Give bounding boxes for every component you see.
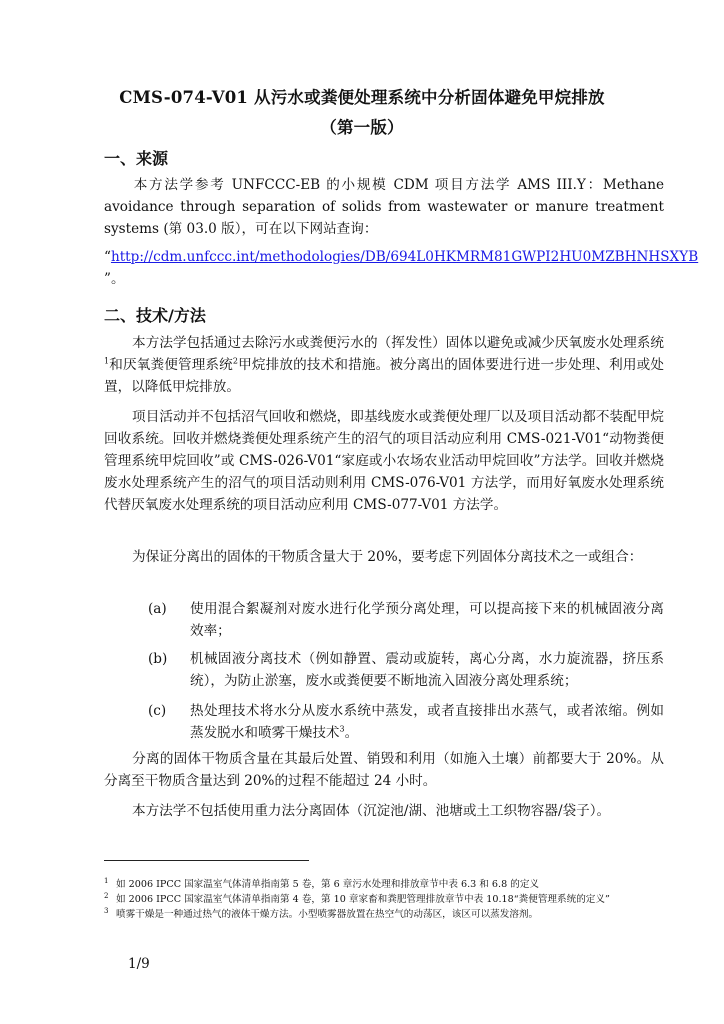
technology-p5-text: 本方法学不包括使用重力法分离固体（沉淀池/湖、池塘或土工织物容器/袋子）。 <box>132 803 611 819</box>
list-marker: (c) <box>148 703 167 719</box>
technology-paragraph-3 <box>104 546 664 568</box>
document-title: CMS-074-V01 从污水或粪便处理系统中分析固体避免甲烷排放 <box>119 88 605 107</box>
source-link-paragraph <box>104 246 699 290</box>
list-item-text: 使用混合絮凝剂对废水进行化学预分离处理，可以提高接下来的机械固液分离效率； <box>190 601 664 639</box>
technology-paragraph-1 <box>104 332 664 398</box>
technology-paragraph-4 <box>104 748 664 792</box>
section-heading-source: 一、来源 <box>104 149 169 168</box>
source-paragraph-text: 本方法学参考 UNFCCC-EB 的小规模 CDM 项目方法学 AMS III.Y：Methane avoidance through separation of solids from wastewater or manure treatment systems (第 03.0 版），可在以下网站查询： <box>104 177 664 237</box>
footnote-ref-2[interactable]: 2 <box>232 356 239 366</box>
quote-open: “ <box>104 249 111 265</box>
document-subtitle: （第一版） <box>320 118 404 137</box>
footnote-number: 2 <box>104 892 109 900</box>
list-item-text-tail: 。 <box>344 725 359 741</box>
footnote-ref-3[interactable]: 3 <box>339 724 345 734</box>
footnote-divider <box>104 860 309 861</box>
technology-p3-text: 为保证分离出的固体的干物质含量大于 20%，要考虑下列固体分离技术之一或组合： <box>132 549 643 565</box>
technology-p1-part-a: 本方法学包括通过去除污水或粪便污水的（挥发性）固体以避免或减少厌氧废水处理系统 <box>132 335 664 351</box>
quote-close: ”。 <box>104 271 125 287</box>
technology-paragraph-5 <box>104 800 664 822</box>
source-paragraph <box>104 174 664 240</box>
methodology-link[interactable]: http://cdm.unfccc.int/methodologies/DB/694L0HKMRM81GWPI2HU0MZBHNHSXYB <box>110 249 699 265</box>
technology-p4-text: 分离的固体干物质含量在其最后处置、销毁和利用（如施入土壤）前都要大于 20%。从分离至干物质含量达到 20%的过程不能超过 24 小时。 <box>104 751 664 789</box>
technology-p2-text: 项目活动并不包括沼气回收和燃烧，即基线废水或粪便处理厂以及项目活动都不装配甲烷回收系统。回收并燃烧粪便处理系统产生的沼气的项目活动应利用 CMS-021-V01“动物粪便管理系统甲烷回收”或 CMS-026-V01“家庭或小农场农业活动甲烷回收”方法学。回收并燃烧废水处理系统产生的沼气的项目活动则利用 CMS-076-V01 方法学，而用好氧废水处理系统代替厌氧废水处理系统的项目活动应利用 CMS-077-V01 方法学。 <box>104 409 664 513</box>
list-marker: (a) <box>148 601 167 617</box>
footnote-text: 如 2006 IPCC 国家温室气体清单指南第 5 卷，第 6 章污水处理和排放章节中表 6.3 和 6.8 的定义 <box>116 879 540 890</box>
list-item-text <box>190 700 664 744</box>
list-marker: (b) <box>148 651 168 667</box>
technology-paragraph-2 <box>104 406 664 516</box>
footnote-text: 喷雾干燥是一种通过热气的液体干燥方法。小型喷雾器放置在热空气的动荡区，该区可以蒸发溶剂。 <box>116 909 539 920</box>
list-item-text: 机械固液分离技术（例如静置、震动或旋转，离心分离，水力旋流器，挤压系统），为防止淤塞，废水或粪便要不断地流入固液分离处理系统； <box>190 651 664 689</box>
section-heading-technology: 二、技术/方法 <box>104 306 206 325</box>
list-item-text-main: 热处理技术将水分从废水系统中蒸发，或者直接排出水蒸气，或者浓缩。例如蒸发脱水和喷雾干燥技术 <box>190 703 664 741</box>
footnote-number: 3 <box>104 907 109 915</box>
footnote-text: 如 2006 IPCC 国家温室气体清单指南第 4 卷，第 10 章家畜和粪肥管理排放章节中表 10.18“粪便管理系统的定义” <box>116 894 610 905</box>
footnote-number: 1 <box>104 877 109 885</box>
page-number: 1/9 <box>128 956 150 972</box>
technology-p1-part-b: 和厌氧粪便管理系统 <box>109 357 233 373</box>
technology-p1-part-c: 甲烷排放的技术和措施。被分离出的固体要进行进一步处理、利用或处置，以降低甲烷排放。 <box>104 357 665 395</box>
footnote-ref-1[interactable]: 1 <box>104 356 110 366</box>
